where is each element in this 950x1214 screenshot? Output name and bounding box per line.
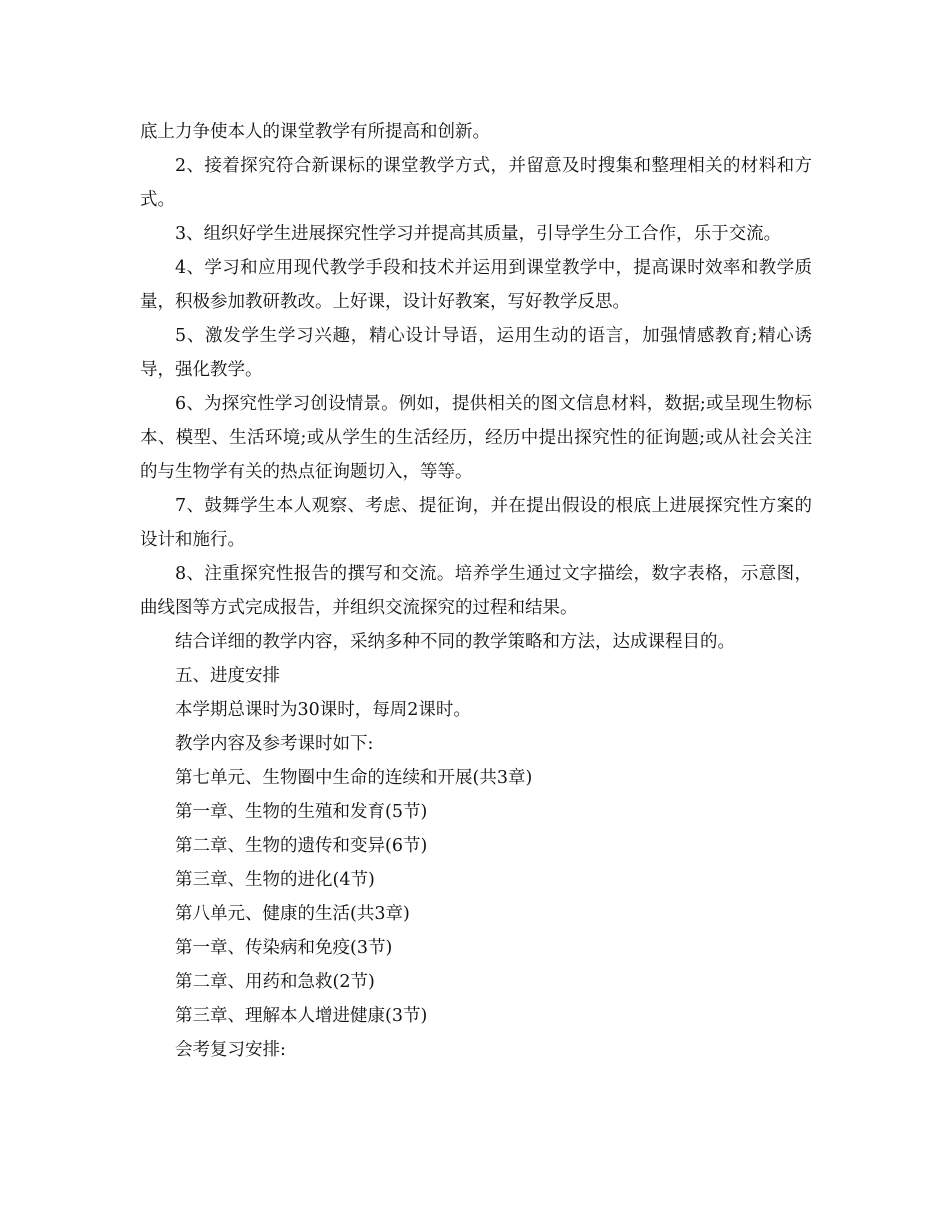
chapter-line: 第三章、理解本人增进健康(3节) — [175, 1006, 428, 1026]
paragraph-item-5: 5、激发学生学习兴趣，精心设计导语，运用生动的语言，加强情感教育;精心诱导，强化教学。 — [140, 326, 812, 380]
review-arrangement-heading: 会考复习安排: — [175, 1040, 286, 1060]
paragraph-continuation: 底上力争使本人的课堂教学有所提高和创新。 — [140, 122, 490, 142]
chapter-line: 第一章、生物的生殖和发育(5节) — [175, 802, 428, 822]
section-heading-schedule: 五、进度安排 — [175, 666, 280, 686]
chapter-line: 第一章、传染病和免疫(3节) — [175, 938, 393, 958]
paragraph-content-intro: 教学内容及参考课时如下: — [175, 734, 374, 754]
chapter-line: 第二章、用药和急救(2节) — [175, 972, 375, 992]
paragraph-item-2: 2、接着探究符合新课标的课堂教学方式，并留意及时搜集和整理相关的材料和方式。 — [140, 156, 812, 210]
unit-seven-line: 第七单元、生物圈中生命的连续和开展(共3章) — [175, 768, 533, 788]
paragraph-summary: 结合详细的教学内容，采纳多种不同的教学策略和方法，达成课程目的。 — [175, 632, 735, 652]
document-body — [140, 115, 812, 1067]
unit-eight-line: 第八单元、健康的生活(共3章) — [175, 904, 410, 924]
paragraph-item-6: 6、为探究性学习创设情景。例如，提供相关的图文信息材料，数据;或呈现生物标本、模型、生活环境;或从学生的生活经历，经历中提出探究性的征询题;或从社会关注的与生物学有关的热点征询题切入，等等。 — [140, 394, 812, 482]
paragraph-item-8: 8、注重探究性报告的撰写和交流。培养学生通过文字描绘，数字表格，示意图，曲线图等方式完成报告，并组织交流探究的过程和结果。 — [140, 564, 812, 618]
paragraph-item-7: 7、鼓舞学生本人观察、考虑、提征询，并在提出假设的根底上进展探究性方案的设计和施行。 — [140, 496, 812, 550]
chapter-line: 第二章、生物的遗传和变异(6节) — [175, 836, 428, 856]
chapter-line: 第三章、生物的进化(4节) — [175, 870, 375, 890]
paragraph-total-hours: 本学期总课时为30课时，每周2课时。 — [175, 700, 471, 720]
paragraph-item-4: 4、学习和应用现代教学手段和技术并运用到课堂教学中，提高课时效率和教学质量，积极参加教研教改。上好课，设计好教案，写好教学反思。 — [140, 258, 812, 312]
paragraph-item-3: 3、组织好学生进展探究性学习并提高其质量，引导学生分工合作，乐于交流。 — [175, 224, 782, 244]
